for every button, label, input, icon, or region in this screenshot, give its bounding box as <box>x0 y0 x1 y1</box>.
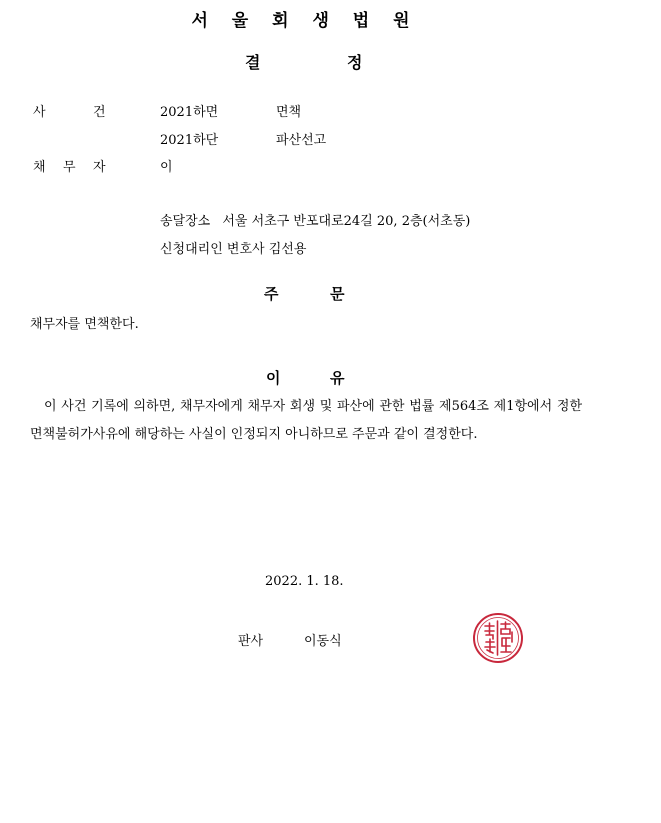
reason-text: 이 사건 기록에 의하면, 채무자에게 채무자 회생 및 파산에 관한 법률 제564조 제1항에서 정한 면책불허가사유에 해당하는 사실이 인정되지 아니하므로 주문과 같이 결정한다. <box>30 399 582 442</box>
order-text: 채무자를 면책한다. <box>30 317 139 332</box>
address-line <box>160 210 470 229</box>
debtor-label-2: 무 <box>63 160 76 175</box>
order-heading-right: 문 <box>330 285 345 303</box>
court-name: 서 울 회 생 법 원 <box>191 11 419 31</box>
case-number-1: 2021하면 <box>160 105 219 120</box>
decision-title-right: 정 <box>347 53 363 72</box>
order-heading-left: 주 <box>264 285 279 303</box>
attorney-line: 신청대리인 변호사 김선용 <box>160 242 307 257</box>
debtor-label-1: 채 <box>33 160 46 175</box>
judge-name: 이동식 <box>304 634 342 649</box>
address-label: 송달장소 <box>160 214 211 229</box>
debtor-label-3: 자 <box>93 160 106 175</box>
decision-date: 2022. 1. 18. <box>265 574 344 589</box>
case-type-1: 면책 <box>276 105 302 120</box>
case-type-2: 파산선고 <box>276 133 327 148</box>
decision-title-left: 결 <box>245 53 261 72</box>
case-label-left: 사 <box>33 105 46 120</box>
debtor-name: 이 <box>160 160 173 175</box>
address-value: 서울 서초구 반포대로24길 20, 2층(서초동) <box>222 214 471 229</box>
case-number-2: 2021하단 <box>160 133 219 148</box>
judge-seal-icon <box>472 612 524 664</box>
reason-heading-left: 이 <box>266 369 281 387</box>
reason-heading-right: 유 <box>330 369 345 387</box>
case-label-right: 건 <box>93 105 106 120</box>
judge-title: 판사 <box>238 634 264 649</box>
seal-strokes <box>485 621 512 655</box>
